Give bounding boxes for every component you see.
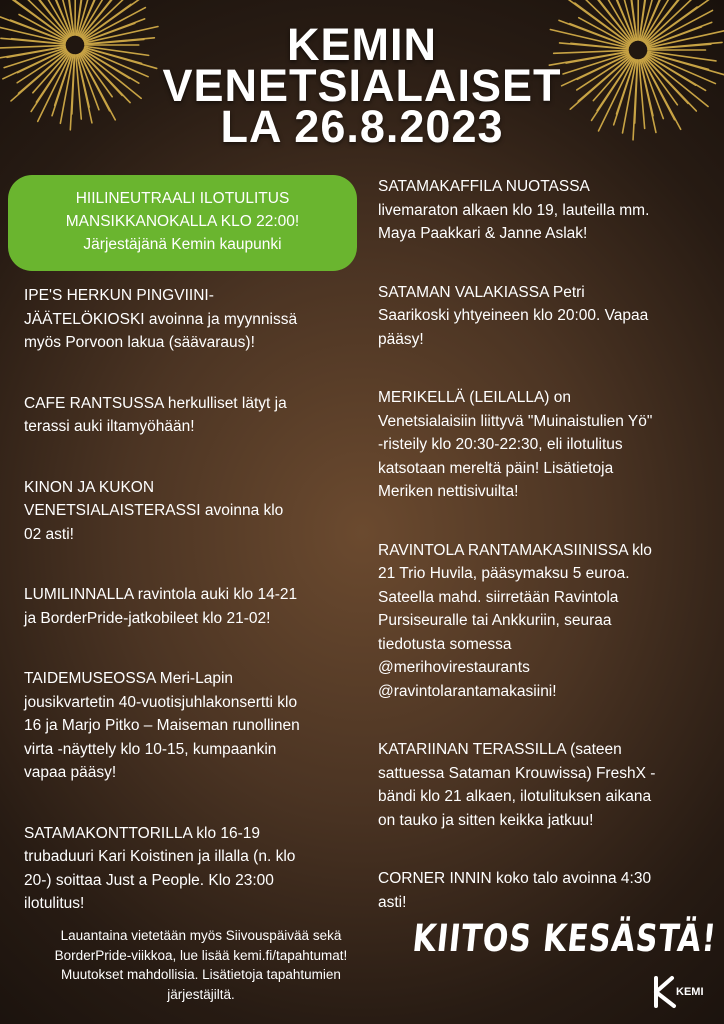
event-line: Maya Paakkari & Janne Aslak!: [378, 225, 588, 242]
event-line: Pursiseuralle tai Ankkuriin, seuraa: [378, 612, 612, 629]
event-line: 20-) soittaa Just a People. Klo 23:00: [24, 871, 274, 889]
event-line: tiedotusta somessa: [378, 635, 512, 653]
event-line: @ravintolarantamakasiini!: [378, 682, 557, 700]
event-line: on tauko ja sitten keikka jatkuu!: [378, 811, 594, 829]
left-event-column: [24, 284, 354, 953]
kemi-logo-icon: [652, 972, 678, 1012]
footer-line: järjestäjiltä.: [167, 986, 235, 1002]
event-line: JÄÄTELÖKIOSKI avoinna ja myynnissä: [24, 310, 298, 328]
event-satamakonttori: [24, 822, 354, 916]
event-line: IPE'S HERKUN PINGVIINI-: [24, 287, 214, 304]
event-line: VENETSIALAISTERASSI avoinna klo: [24, 502, 284, 519]
title-line-2: VENETSIALAISET: [162, 60, 562, 111]
event-line: Meriken nettisivuilta!: [378, 483, 519, 500]
event-line: Venetsialaisiin liittyvä "Muinaistulien Yö": [378, 412, 653, 430]
event-line: bändi klo 21 alkaen, ilotulituksen aikana: [378, 788, 652, 805]
event-line: MERIKELLÄ (LEILALLA) on: [378, 389, 571, 406]
highlight-line-1: HIILINEUTRAALI ILOTULITUS: [75, 190, 290, 207]
event-merikelle: [378, 386, 714, 504]
event-line: 16 ja Marjo Pitko – Maiseman runollinen: [24, 717, 300, 734]
event-line: jousikvartetin 40-vuotisjuhlakonsertti klo: [24, 693, 298, 711]
kemi-logo: [652, 972, 716, 1012]
footer-note: [18, 926, 384, 1004]
event-line: 21 Trio Huvila, pääsymaksu 5 euroa.: [378, 565, 630, 582]
event-cafe-rantsu: [24, 392, 354, 439]
kemi-logo-text: KEMI: [676, 986, 704, 998]
right-event-column: [378, 175, 714, 949]
event-line: SATAMAN VALAKIASSA Petri: [378, 283, 585, 301]
title-line-3: LA 26.8.2023: [220, 101, 504, 152]
event-line: KINON JA KUKON: [24, 478, 155, 496]
event-line: livemaraton alkaen klo 19, lauteilla mm.: [378, 201, 650, 219]
event-line: SATAMAKONTTORILLA klo 16-19: [24, 824, 261, 842]
event-line: asti!: [378, 893, 407, 911]
fireworks-highlight-box: [8, 175, 357, 271]
event-line: KATARIINAN TERASSILLA (sateen: [378, 741, 622, 758]
highlight-line-3: Järjestäjänä Kemin kaupunki: [83, 236, 282, 253]
event-line: virta -näyttely klo 10-15, kumpaankin: [24, 740, 277, 758]
event-corner-inn: [378, 867, 714, 914]
event-line: Saarikoski yhtyeineen klo 20:00. Vapaa: [378, 307, 649, 324]
event-line: CAFE RANTSUSSA herkulliset lätyt ja: [24, 394, 287, 412]
event-lumilinna: [24, 583, 354, 630]
event-line: TAIDEMUSEOSSA Meri-Lapin: [24, 670, 234, 687]
event-line: LUMILINNALLA ravintola auki klo 14-21: [24, 586, 298, 603]
highlight-line-2: MANSIKKANOKALLA KLO 22:00!: [65, 213, 300, 230]
event-line: CORNER INNIN koko talo avoinna 4:30: [378, 870, 652, 887]
page-title: [0, 19, 724, 152]
event-kino-ja-kukko: [24, 476, 354, 547]
event-line: ilotulitus!: [24, 895, 85, 912]
event-line: RAVINTOLA RANTAMAKASIINISSA klo: [378, 541, 652, 559]
event-katariinan-terassi: [378, 738, 714, 832]
event-line: terassi auki iltamyöhään!: [24, 418, 195, 435]
event-line: sattuessa Sataman Krouwissa) FreshX -: [378, 764, 656, 782]
footer-line: Lauantaina vietetään myös Siivouspäivää sekä: [60, 928, 342, 943]
title-line-1: KEMIN: [287, 19, 437, 70]
event-taidemuseo: [24, 667, 354, 785]
event-ipes-herkku: [24, 284, 354, 355]
event-line: myös Porvoon lakua (säävaraus)!: [24, 334, 255, 351]
event-rantamakasiini: [378, 539, 714, 704]
event-satamakaffila: [378, 175, 714, 246]
event-line: trubaduuri Kari Koistinen ja illalla (n. klo: [24, 848, 296, 865]
event-line: katsotaan mereltä päin! Lisätietoja: [378, 459, 614, 477]
event-line: -risteily klo 20:30-22:30, eli ilotulitus: [378, 436, 623, 453]
event-line: @merihovirestaurants: [378, 659, 530, 676]
event-line: SATAMAKAFFILA NUOTASSA: [378, 178, 590, 195]
thanks-summer-text: KIITOS KESÄSTÄ!: [410, 917, 719, 961]
event-line: vapaa pääsy!: [24, 764, 117, 781]
event-line: 02 asti!: [24, 525, 74, 543]
footer-line: Muutokset mahdollisia. Lisätietoja tapahtumien: [61, 967, 341, 982]
event-line: Sateella mahd. siirretään Ravintola: [378, 588, 619, 606]
event-line: pääsy!: [378, 330, 424, 348]
event-line: ja BorderPride-jatkobileet klo 21-02!: [24, 609, 271, 627]
footer-line: BorderPride-viikkoa, lue lisää kemi.fi/tapahtumat!: [54, 947, 348, 963]
event-sataman-valakia: [378, 281, 714, 352]
